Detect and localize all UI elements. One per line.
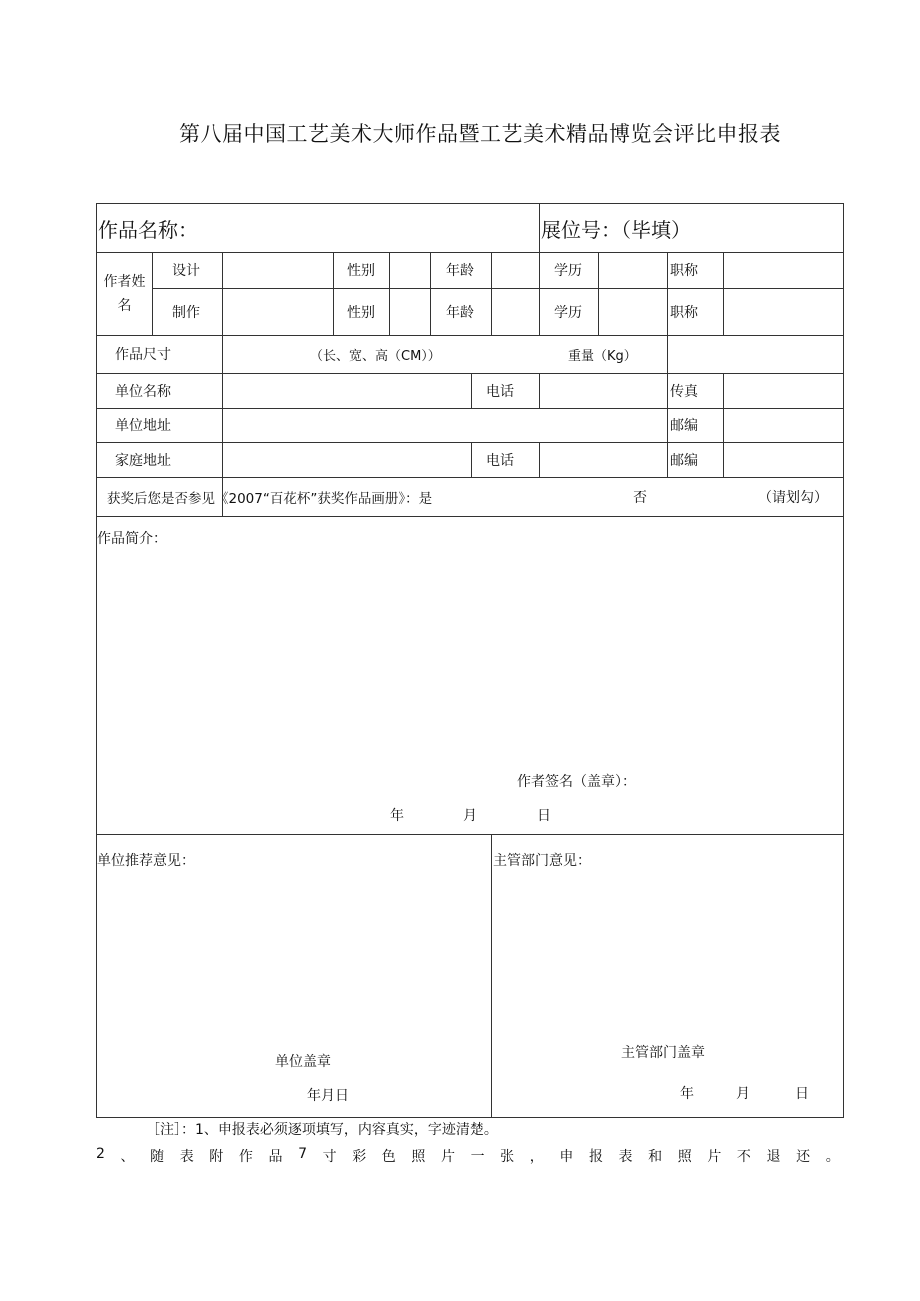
unit-opinion-label: 单位推荐意见： [97, 853, 195, 869]
make-label: 制作 [172, 304, 200, 321]
weight-label: 重量（Kg） [568, 348, 637, 364]
catalog-question: 获奖后您是否参见《2007“百花杯”获奖作品画册》：是 [107, 490, 433, 507]
note-line-2-char: 寸 [322, 1149, 337, 1165]
page-title: 第八届中国工艺美术大师作品暨工艺美术精品博览会评比申报表 [179, 122, 781, 146]
design-education-label: 学历 [554, 263, 582, 279]
unit-seal-label: 单位盖章 [275, 1054, 331, 1070]
note-line-2-char: 7 [298, 1146, 307, 1162]
make-gender-label: 性别 [347, 304, 375, 321]
work-size-label: 作品尺寸 [115, 347, 171, 363]
unit-address-label: 单位地址 [115, 418, 171, 434]
author-name-label [97, 252, 152, 336]
make-age-label: 年龄 [446, 304, 474, 321]
note-line-2-char: 不 [736, 1149, 751, 1165]
note-line-2-char: 和 [648, 1149, 663, 1165]
note-line-2-char: 彩 [352, 1149, 367, 1165]
design-age-label: 年龄 [446, 263, 474, 279]
dept-seal-label: 主管部门盖章 [621, 1045, 705, 1061]
author-name-label-line1: 作者姓 [103, 274, 146, 290]
home-postcode-label: 邮编 [670, 452, 698, 469]
note-line-2-char: 随 [150, 1149, 165, 1165]
note-line-2-char: 。 [825, 1149, 840, 1165]
note-line-2-char: 申 [559, 1149, 574, 1165]
home-phone-label: 电话 [486, 452, 514, 469]
note-line-2-char: 退 [766, 1149, 781, 1165]
note-line-2-char: 品 [268, 1149, 283, 1165]
note-line-2-char: 照 [677, 1149, 692, 1165]
size-hint: （长、宽、高（CM）） [310, 348, 441, 364]
dept-opinion-label: 主管部门意见： [493, 853, 591, 869]
make-title-label: 职称 [670, 304, 698, 321]
dept-year-label: 年 [680, 1086, 694, 1102]
unit-phone-label: 电话 [486, 383, 514, 400]
note-line-2-char: 还 [796, 1149, 811, 1165]
unit-name-label: 单位名称 [115, 383, 171, 400]
catalog-no-option: 否 [633, 489, 647, 506]
author-name-label-line2: 名 [117, 298, 132, 314]
design-gender-label: 性别 [347, 263, 375, 279]
booth-number-label: 展位号：（毕填） [541, 217, 691, 242]
work-name-label: 作品名称： [98, 217, 198, 242]
catalog-hint: （请划勾） [758, 489, 828, 506]
design-title-label: 职称 [670, 263, 698, 279]
note-line-2-char: ， [529, 1149, 544, 1165]
author-signature-label: 作者签名（盖章）： [517, 774, 636, 790]
dept-month-label: 月 [736, 1086, 750, 1102]
note-line-2-char: 表 [618, 1149, 633, 1165]
unit-date-label: 年月日 [307, 1088, 349, 1104]
note-line-2-char: 附 [209, 1149, 224, 1165]
note-line-2-char: 片 [440, 1149, 455, 1165]
home-address-label: 家庭地址 [115, 452, 171, 469]
dept-day-label: 日 [795, 1086, 809, 1102]
intro-label: 作品简介： [97, 531, 167, 547]
note-line-2-char: 、 [120, 1149, 135, 1165]
note-line-2-char: 一 [470, 1149, 485, 1165]
note-line-2-char: 张 [500, 1149, 515, 1165]
intro-month-label: 月 [463, 808, 477, 824]
make-education-label: 学历 [554, 304, 582, 321]
note-line-2-char: 2 [96, 1146, 105, 1162]
note-line-2-char: 照 [411, 1149, 426, 1165]
note-line-2-char: 片 [707, 1149, 722, 1165]
note-line-2 [96, 1146, 840, 1166]
note-line-2-char: 色 [381, 1149, 396, 1165]
note-line-1: ［注］：1、申报表必须逐项填写，内容真实，字迹清楚。 [146, 1122, 498, 1138]
note-line-2-char: 作 [238, 1149, 253, 1165]
fax-label: 传真 [670, 383, 698, 400]
note-line-2-char: 表 [179, 1149, 194, 1165]
unit-postcode-label: 邮编 [670, 418, 698, 434]
intro-year-label: 年 [390, 808, 404, 824]
design-label: 设计 [172, 263, 200, 279]
note-line-2-char: 报 [588, 1149, 603, 1165]
intro-day-label: 日 [537, 808, 551, 824]
